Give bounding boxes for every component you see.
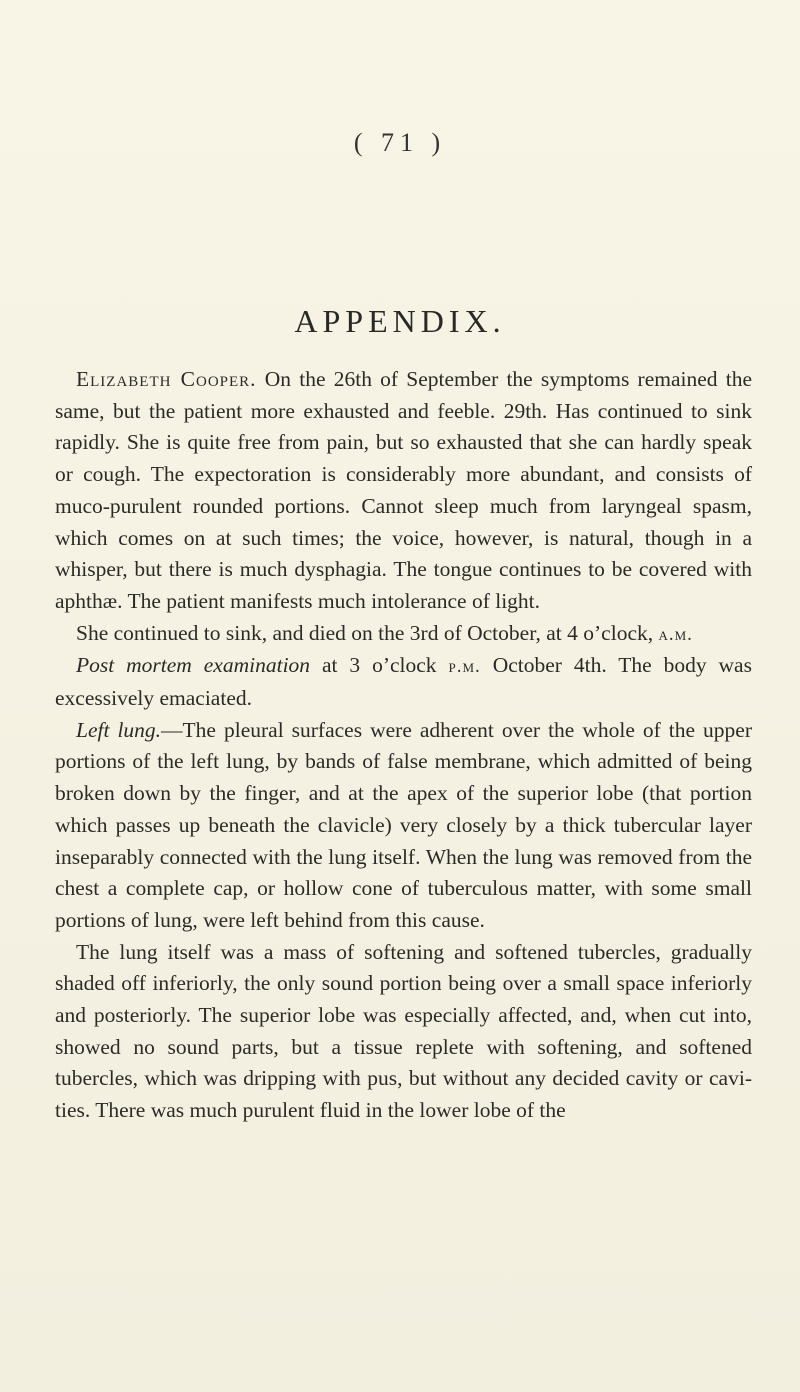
paragraph-text: October 4th. The body was excessively emaciated. (55, 653, 752, 711)
paragraph-cooper-case (55, 364, 752, 618)
paragraph-lung-itself (55, 937, 752, 1127)
patient-name: Elizabeth Cooper. (76, 367, 257, 391)
paragraph-text: The lung itself was a mass of softening and softened tubercles, gradually shaded off inferiorly, the only sound portion being over a small space inferiorly and posteriorly. The superior lobe was especially affected, and, when cut into, showed no sound parts, but a tissue replete with softening, and softened tubercles, which was dripping with pus, but without any decided cavity or cavities. There was much purulent fluid in the lower lobe of the (55, 939, 752, 1123)
italic-heading: Post mortem examination (76, 653, 311, 678)
time-abbreviation: a.m. (658, 623, 693, 645)
body-text (55, 364, 752, 1127)
paragraph-text: On the 26th of September the symptoms remained the same, but the patient more exhausted and feeble. 29th. Has continued to sink rapidly. She is quite free from pain, but so exhausted that she can hardly speak or cough. The expectoration is considerably more abundant, and consists of muco-purulent rounded portions. Cannot sleep much from laryngeal spasm, which comes on at such times; the voice, however, is natural, though in a whisper, but there is much dysphagia. The tongue continues to be covered with aphthæ. The patient manifests much intolerance of light. (55, 367, 752, 613)
page-heading: APPENDIX. (294, 303, 506, 339)
paragraph-death (55, 618, 752, 651)
paragraph-post-mortem (55, 650, 752, 714)
italic-heading: Left lung. (76, 717, 162, 742)
time-abbreviation: p.m. (448, 656, 481, 678)
paragraph-text: She continued to sink, and died on the 3rd of October, at 4 o’clock, (76, 620, 659, 645)
paragraph-left-lung (55, 715, 752, 937)
page-number: ( 71 ) (353, 128, 447, 157)
paragraph-text: —The pleural surfaces were adherent over the whole of the upper portions of the left lung, by bands of false membrane, which admitted of being broken down by the finger, and at the apex of the superior lobe (that portion which passes up beneath the clavicle) very closely by a thick tubercular layer inseparably connected with the lung itself. When the lung was removed from the chest a complete cap, or hollow cone of tuberculous matter, with some small portions of lung, were left behind from this cause. (55, 717, 752, 932)
paragraph-text: at 3 o’clock (310, 653, 449, 678)
